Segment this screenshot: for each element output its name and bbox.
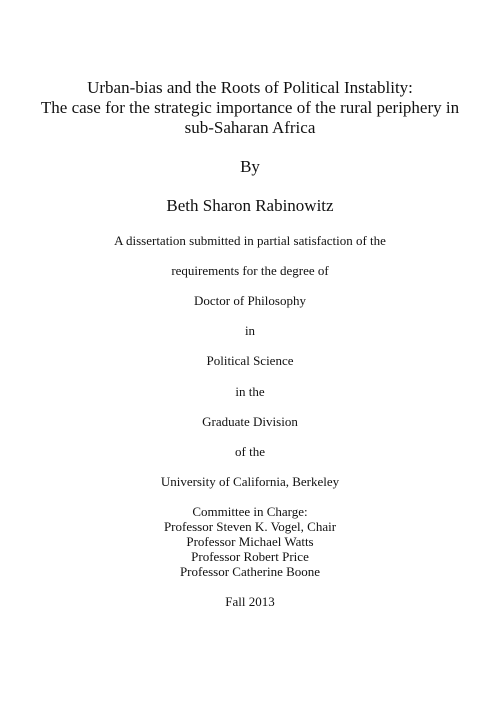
submission-line-1: A dissertation submitted in partial satisfaction of the [114,233,386,248]
submission-line-in-the: in the [235,384,265,399]
committee-member: Professor Michael Watts [186,534,314,549]
author-name: Beth Sharon Rabinowitz [166,196,334,215]
by-label: By [240,157,260,176]
submission-line-in: in [244,323,256,338]
division-name: Graduate Division [202,414,298,429]
field-name: Political Science [206,353,294,368]
title-line-3: sub-Saharan Africa [184,118,316,137]
submission-line-of-the: of the [235,444,265,459]
title-line-2: The case for the strategic importance of the rural periphery in [40,98,460,117]
committee-member: Professor Catherine Boone [179,564,321,579]
title-line-1: Urban-bias and the Roots of Political Instablity: [87,78,413,97]
university-name: University of California, Berkeley [160,474,340,489]
submission-date: Fall 2013 [225,594,275,609]
committee-heading: Committee in Charge: [192,504,308,519]
submission-line-2: requirements for the degree of [171,263,329,278]
degree-name: Doctor of Philosophy [194,293,306,308]
committee-member: Professor Steven K. Vogel, Chair [163,519,337,534]
committee-member: Professor Robert Price [191,549,309,564]
